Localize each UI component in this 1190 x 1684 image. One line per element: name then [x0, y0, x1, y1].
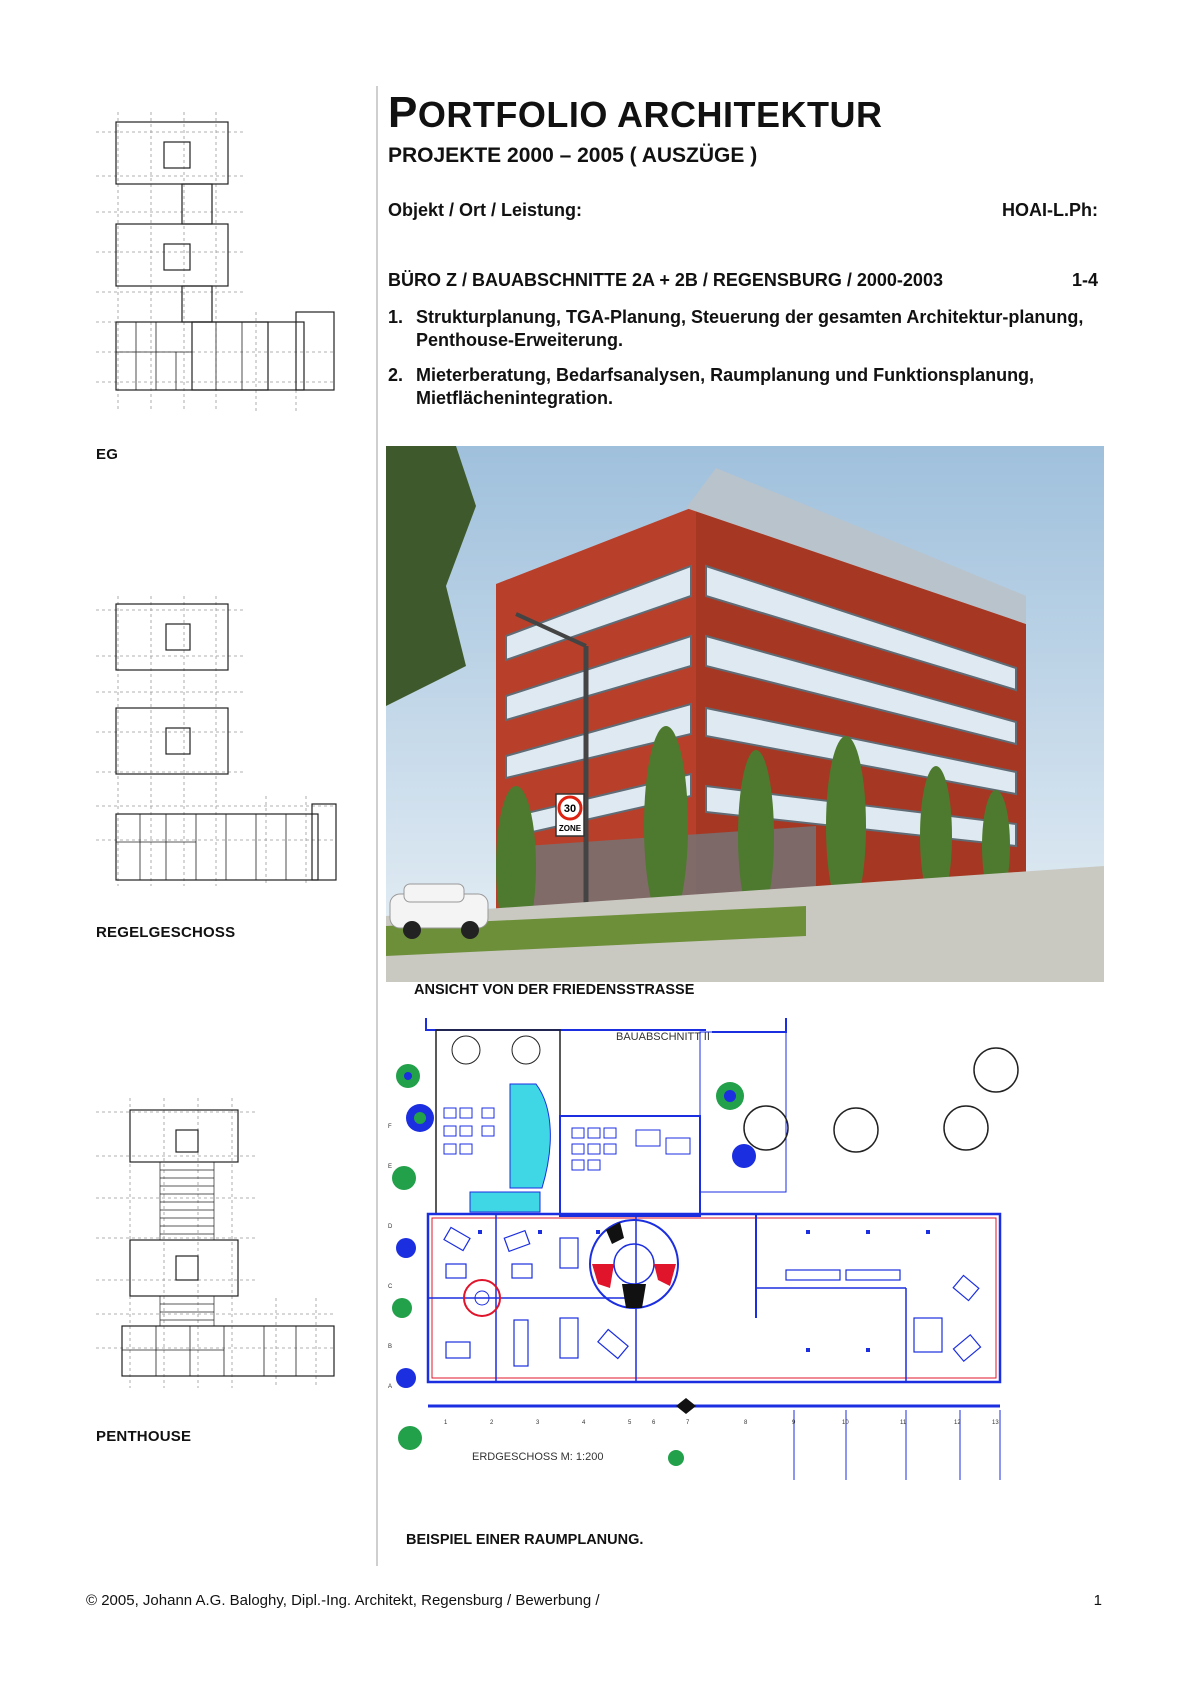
- footer-copyright: © 2005, Johann A.G. Baloghy, Dipl.-Ing. Architekt, Regensburg / Bewerbung /: [86, 1592, 600, 1609]
- info-row: [388, 200, 1098, 221]
- svg-text:ZONE: ZONE: [558, 824, 582, 833]
- column-divider: [376, 86, 378, 1566]
- svg-text:2: 2: [490, 1420, 494, 1426]
- svg-text:11: 11: [900, 1420, 907, 1426]
- svg-text:3: 3: [536, 1420, 540, 1426]
- plan-label-penthouse: PENTHOUSE: [96, 1428, 192, 1445]
- page-footer: [86, 1592, 1102, 1609]
- footer-page-number: 1: [1093, 1592, 1102, 1609]
- photo-caption: ANSICHT VON DER FRIEDENSSTRASSE: [414, 982, 695, 998]
- svg-text:E: E: [388, 1164, 393, 1170]
- svg-text:D: D: [388, 1224, 393, 1230]
- svg-text:8: 8: [744, 1420, 748, 1426]
- project-row: [388, 270, 1098, 291]
- svg-text:30: 30: [563, 803, 577, 815]
- svg-text:F: F: [388, 1124, 392, 1130]
- svg-text:BAUABSCHNITT II: BAUABSCHNITT II: [616, 1031, 710, 1043]
- svg-text:9: 9: [792, 1420, 796, 1426]
- project-name: BÜRO Z / BAUABSCHNITTE 2A + 2B / REGENSBURG / 2000-2003: [388, 270, 943, 290]
- page-subtitle: PROJEKTE 2000 – 2005 ( AUSZÜGE ): [388, 144, 758, 167]
- list-item: 1. Strukturplanung, TGA-Planung, Steuerung der gesamten Architektur-planung, Penthouse-Erweiterung.: [388, 307, 1084, 350]
- room-plan-drawing: [386, 1018, 1104, 1480]
- building-photo: [386, 446, 1104, 982]
- plan-label-eg: EG: [96, 446, 119, 463]
- info-row-right: HOAI-L.Ph:: [1002, 200, 1098, 220]
- plan-label-regelgeschoss: REGELGESCHOSS: [96, 924, 236, 941]
- room-plan-caption: BEISPIEL EINER RAUMPLANUNG.: [406, 1532, 644, 1548]
- page-title: PORTFOLIO ARCHITEKTUR: [388, 88, 883, 137]
- svg-text:ERDGESCHOSS M: 1:200: ERDGESCHOSS M: 1:200: [472, 1451, 604, 1463]
- svg-text:10: 10: [842, 1420, 849, 1426]
- svg-text:C: C: [388, 1284, 393, 1290]
- svg-text:B: B: [388, 1344, 393, 1350]
- svg-text:13: 13: [992, 1420, 999, 1426]
- svg-text:7: 7: [686, 1420, 690, 1426]
- plan-regelgeschoss-drawing: [96, 596, 356, 886]
- list-item: 2. Mieterberatung, Bedarfsanalysen, Raumplanung und Funktionsplanung, Mietflächenintegration.: [388, 365, 1035, 408]
- svg-text:12: 12: [954, 1420, 961, 1426]
- info-row-left: Objekt / Ort / Leistung:: [388, 200, 583, 220]
- svg-text:5: 5: [628, 1420, 632, 1426]
- services-list: [388, 306, 1103, 422]
- svg-text:6: 6: [652, 1420, 656, 1426]
- plan-eg-drawing: [96, 112, 356, 412]
- plan-penthouse-drawing: [96, 1098, 356, 1388]
- svg-text:A: A: [388, 1384, 393, 1390]
- project-phases: 1-4: [1071, 270, 1098, 290]
- svg-text:1: 1: [444, 1420, 448, 1426]
- svg-text:4: 4: [582, 1420, 586, 1426]
